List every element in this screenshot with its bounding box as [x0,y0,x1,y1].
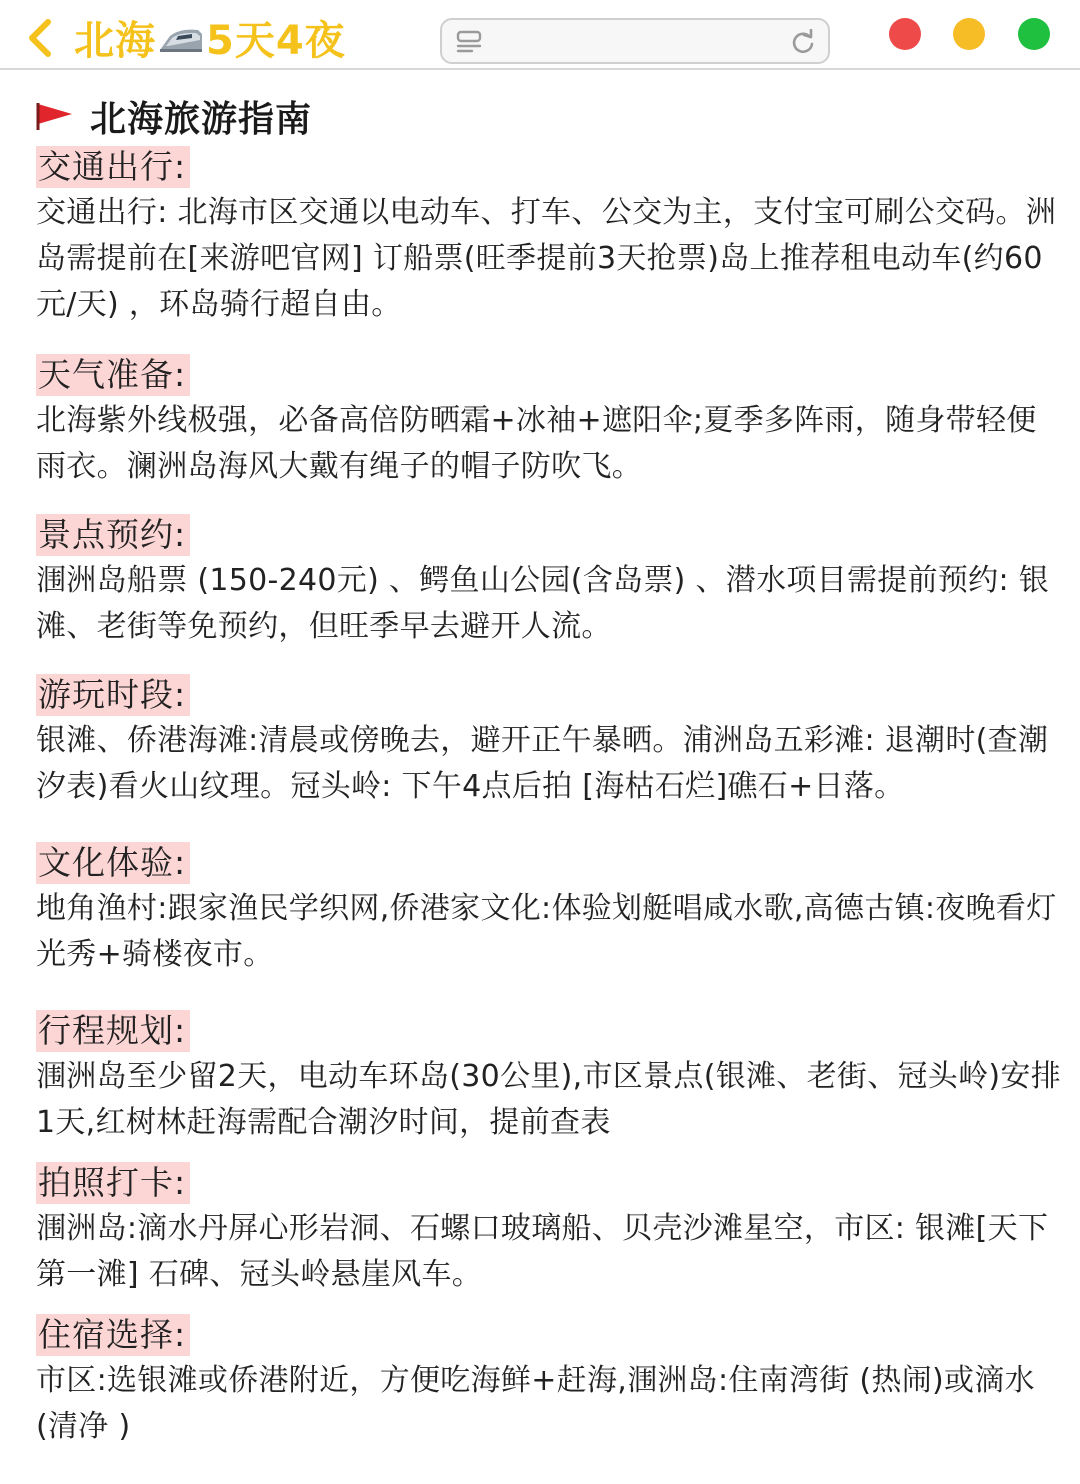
section-label: 游玩时段: [36,674,190,716]
close-window-button[interactable] [889,18,921,50]
reader-menu-icon[interactable] [456,30,486,54]
section-label: 住宿选择: [36,1314,190,1356]
maximize-window-button[interactable] [1018,18,1050,50]
section-label: 交通出行: [36,146,190,188]
red-flag-icon [36,101,74,131]
section-booking [36,514,1066,650]
section-body: 涠洲岛至少留2天，电动车环岛(30公里),市区景点(银滩、老街、冠头岭)安排1天,红树林赶海需配合潮汐时间，提前查表 [36,1059,1062,1140]
section-label: 天气准备: [36,354,190,396]
section-timing [36,674,1066,810]
section-body: 涠洲岛:滴水丹屏心形岩洞、石螺口玻璃船、贝壳沙滩星空，市区: 银滩[天下第一滩] 石碑、冠头岭悬崖风车。 [36,1211,1049,1292]
section-transport [36,146,1066,328]
section-photo-spots [36,1162,1066,1298]
minimize-window-button[interactable] [953,18,985,50]
address-bar[interactable] [440,18,830,64]
top-bar [0,0,1080,70]
title-duration: 5天4夜 [206,17,346,64]
title-city: 北海 [74,17,156,64]
reload-icon[interactable] [790,29,816,55]
section-itinerary [36,1010,1066,1146]
app-title [74,12,346,62]
section-label: 行程规划: [36,1010,190,1052]
section-label: 拍照打卡: [36,1162,190,1204]
section-body: 涠洲岛船票 (150-240元) 、鳄鱼山公园(含岛票) 、潜水项目需提前预约: 银滩、老街等免预约，但旺季早去避开人流。 [36,563,1050,644]
chevron-left-icon [22,18,58,58]
section-label: 文化体验: [36,842,190,884]
section-label: 景点预约: [36,514,190,556]
section-accommodation [36,1314,1066,1450]
section-body: 交通出行: 北海市区交通以电动车、打车、公交为主，支付宝可刷公交码。洲岛需提前在[来游吧官网] 订船票(旺季提前3天抢票)岛上推荐租电动车(约60元/天) ，环岛骑行超自由。 [36,195,1057,322]
section-body: 市区:选银滩或侨港附近，方便吃海鲜+赶海,涠洲岛:住南湾街 (热闹)或滴水 (清净 ) [36,1363,1035,1444]
section-culture [36,842,1066,978]
section-body: 银滩、侨港海滩:清晨或傍晚去，避开正午暴晒。浦洲岛五彩滩: 退潮时(查潮汐表)看火山纹理。冠头岭: 下午4点后拍 [海枯石烂]礁石+日落。 [36,723,1049,804]
page-title: 北海旅游指南 [90,98,313,140]
bullet-train-icon [158,20,204,54]
page-heading [36,94,312,138]
back-button[interactable] [22,18,58,58]
section-body: 北海紫外线极强，必备高倍防晒霜+冰袖+遮阳伞;夏季多阵雨，随身带轻便雨衣。澜洲岛海风大戴有绳子的帽子防吹飞。 [36,403,1037,484]
section-weather [36,354,1066,490]
section-body: 地角渔村:跟家渔民学织网,侨港家文化:体验划艇唱咸水歌,高德古镇:夜晚看灯光秀+骑楼夜市。 [36,891,1057,972]
